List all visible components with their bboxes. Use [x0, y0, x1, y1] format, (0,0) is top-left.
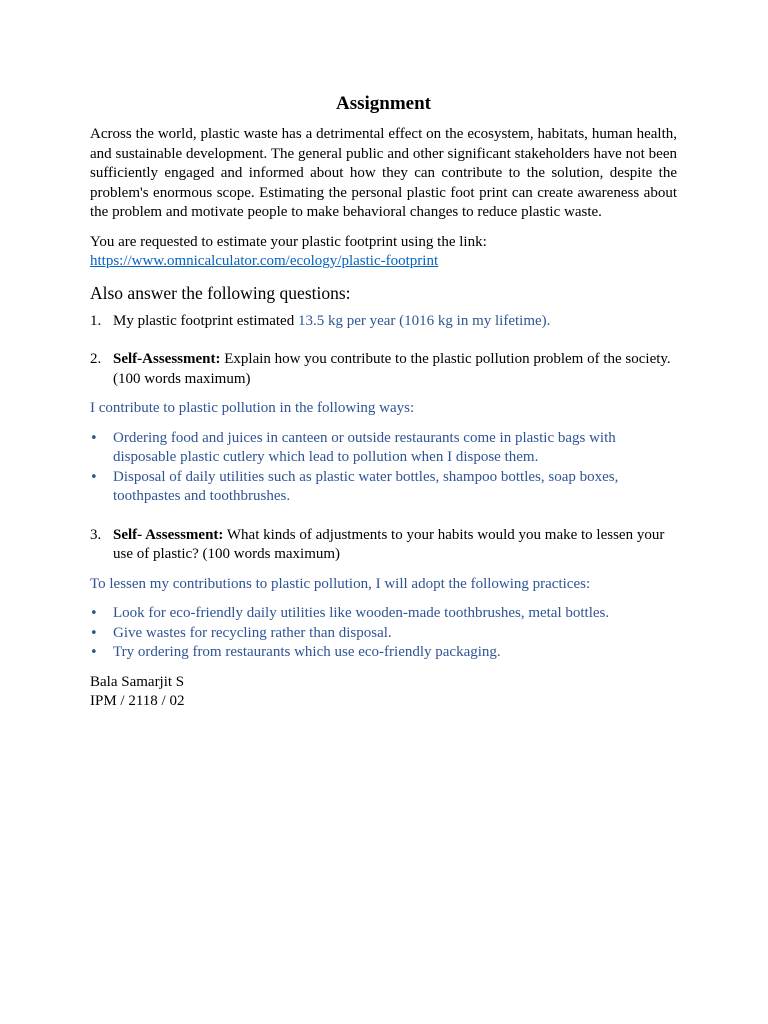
document-title: Assignment — [335, 93, 431, 114]
question-number: 1. — [90, 312, 102, 329]
question-1-answer: 13.5 kg per year (1016 kg in my lifetime). — [297, 312, 551, 329]
list-item-text: Disposal of daily utilities such as plastic water bottles, shampoo bottles, soap boxes, toothpastes and toothbrushes. — [113, 468, 619, 504]
intro-paragraph: Across the world, plastic waste has a detrimental effect on the ecosystem, habitats, human health, and sustainable development. The general public and other significant stakeholders have not been sufficiently engaged and informed about how they can contribute to the solution, despite the problem's enormous scope. Estimating the personal plastic foot print can create awareness about the problem and motivate people to make behavioral changes to reduce plastic waste. — [90, 126, 677, 220]
list-item — [90, 643, 677, 663]
bullet-icon: • — [90, 430, 98, 446]
plastic-footprint-link[interactable]: https://www.omnicalculator.com/ecology/plastic-footprint — [90, 253, 439, 269]
signature-id: IPM / 2118 / 02 — [90, 693, 185, 709]
question-number: 3. — [90, 526, 102, 543]
questions-heading: Also answer the following questions: — [90, 282, 351, 303]
request-text: You are requested to estimate your plastic footprint using the link: — [90, 233, 487, 250]
question-2-answer-list — [90, 429, 677, 507]
question-1 — [90, 312, 677, 332]
bullet-icon: • — [90, 625, 98, 641]
question-text: Explain how you contribute to the plastic pollution problem of the society. (100 words maximum) — [113, 351, 671, 387]
list-item-text: Look for eco-friendly daily utilities like wooden-made toothbrushes, metal bottles. — [113, 605, 610, 621]
question-2-answer-intro: I contribute to plastic pollution in the following ways: — [90, 400, 415, 416]
question-text: My plastic footprint estimated — [113, 312, 298, 329]
question-2 — [90, 350, 677, 389]
question-3 — [90, 526, 677, 565]
list-item — [90, 624, 677, 644]
bullet-icon: • — [90, 645, 98, 660]
question-text: What kinds of adjustments to your habits would you make to lessen your use of plastic? (100 words maximum) — [113, 526, 665, 562]
list-item-text: Try ordering from restaurants which use eco-friendly packaging. — [113, 644, 501, 660]
list-item-text: Ordering food and juices in canteen or outside restaurants come in plastic bags with disposable plastic cutlery which lead to pollution when I dispose them. — [113, 429, 616, 465]
bullet-icon: • — [90, 469, 98, 485]
question-3-answer-intro: To lessen my contributions to plastic pollution, I will adopt the following practices: — [90, 575, 591, 592]
signature-name: Bala Samarjit S — [90, 673, 185, 690]
list-item — [90, 604, 677, 624]
document-page — [90, 92, 677, 712]
list-item — [90, 468, 677, 507]
question-number: 2. — [90, 351, 102, 367]
bullet-icon: • — [90, 606, 98, 621]
list-item-text: Give wastes for recycling rather than disposal. — [113, 624, 392, 641]
question-label: Self- Assessment: — [113, 526, 224, 543]
list-item — [90, 429, 677, 468]
question-label: Self-Assessment: — [113, 351, 221, 367]
question-3-answer-list — [90, 604, 677, 663]
